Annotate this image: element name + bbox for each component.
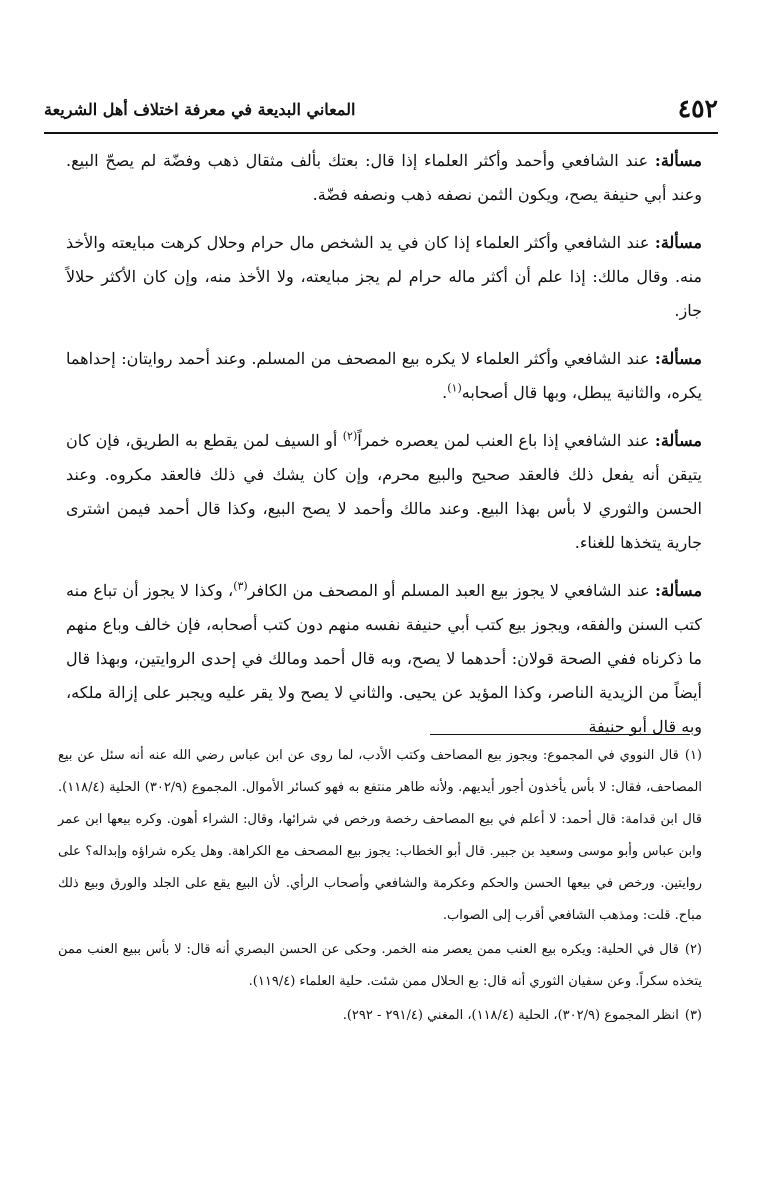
issue-label: مسألة:: [654, 233, 702, 252]
main-text: [66, 144, 702, 758]
footnote-text: قال النووي في المجموع: ويجوز بيع المصاحف وكتب الأدب، لما روى عن ابن عباس رضي الله عنه أنه سئل عن بيع المصاحف، فقال: لا بأس يأخذون أجور أيديهم. ولأنه طاهر منتفع به فهو كسائر الأموال. المجموع (٣٠٢/٩) الحلية (١١٨/٤). قال ابن قدامة: قال أحمد: لا أعلم في بيع المصاحف رخصة ورخص في شرائها، وقال: الشراء أهون. وكره بيعها ابن عمر وابن عباس وأبو موسى وسعيد بن جبير. قال أبو الخطاب: يجوز بيع المصحف مع الكراهة. وهل يكره شراؤه وإبداله؟ على روايتين. ورخص في بيعها الحسن والحكم وعكرمة والشافعي وأصحاب الرأي. لأن البيع يقع على الجلد والورق وبيع ذلك مباح. قلت: ومذهب الشافعي أقرب إلى الصواب.: [58, 748, 703, 923]
footnote-number: (٣): [684, 1008, 702, 1023]
footnote-text: انظر المجموع (٣٠٢/٩)، الحلية (١١٨/٤)، المغني (٢٩١/٤ - ٢٩٢).: [342, 1008, 679, 1023]
footnote-text: قال في الحلية: ويكره بيع العنب ممن يعصر منه الخمر. وحكى عن الحسن البصري أنه قال: لا بأس ببيع العنب ممن يتخذه سكراً. وعن سفيان الثوري أنه قال: بع الحلال ممن شئت. حلية العلماء (١١٩/٤).: [58, 942, 702, 989]
issue-label: مسألة:: [654, 151, 702, 170]
footnote-number: (٢): [684, 942, 702, 957]
paragraph: [66, 574, 702, 744]
paragraph-text: عند الشافعي لا يجوز بيع العبد المسلم أو المصحف من الكافر: [247, 581, 655, 600]
footnote-divider: [430, 734, 690, 735]
paragraph-text: عند الشافعي وأكثر العلماء لا يكره بيع المصحف من المسلم. وعند أحمد روايتان: إحداهما يكره، والثانية يبطل، وبها قال أصحابه: [66, 349, 702, 402]
footnotes: [58, 740, 702, 1034]
issue-label: مسألة:: [654, 581, 703, 600]
paragraph: [66, 144, 702, 212]
footnote-reference: (٣): [233, 579, 248, 593]
running-title: المعاني البديعة في معرفة اختلاف أهل الشريعة: [44, 100, 356, 119]
footnote-number: (١): [684, 748, 702, 763]
page-header: [44, 92, 718, 134]
paragraph-text-end: ، وكذا لا يجوز أن تباع منه كتب السنن والفقه، ويجوز بيع كتب أبي حنيفة نفسه منهم دون كتب أصحابه، فإن خالف وباع منهم ما ذكرناه ففي الصحة قولان: أحدهما لا يصح، وبه قال أحمد ومالك في إحدى الروايتين، وبهذا قال أيضاً من الزيدية الناصر، وكذا المؤيد عن يحيى. والثاني لا يصح ولا يقر عليه ويجبر على إزالة ملكه، وبه قال أبو حنيفة: [66, 581, 702, 736]
footnote: [58, 1000, 702, 1032]
paragraph: [66, 424, 702, 560]
footnote: [58, 934, 702, 998]
paragraph: [66, 342, 702, 410]
issue-label: مسألة:: [654, 431, 702, 450]
paragraph-text: عند الشافعي وأكثر العلماء إذا كان في يد الشخص مال حرام وحلال كرهت مبايعته والأخذ منه. وقال مالك: إذا علم أن أكثر ماله حرام لم يجز مبايعته، ولا الأخذ منه، وإن كان الأكثر حلالاً جاز.: [66, 233, 702, 320]
footnote-reference: (١): [447, 381, 462, 395]
page-number: ٤٥٢: [677, 94, 718, 123]
paragraph-text: عند الشافعي إذا باع العنب لمن يعصره خمراً: [357, 431, 655, 450]
paragraph-text: عند الشافعي وأحمد وأكثر العلماء إذا قال: بعتك بألف مثقال ذهب وفضّة لم يصحّ البيع. وعند أبي حنيفة يصح، ويكون الثمن نصفه ذهب ونصفه فضّة.: [66, 151, 702, 204]
footnote-reference: (٢): [342, 429, 358, 443]
footnote: [58, 740, 702, 932]
paragraph: [66, 226, 702, 328]
paragraph-text-end: .: [442, 383, 448, 402]
paragraph-text-end: أو السيف لمن يقطع به الطريق، فإن كان يتيقن أنه يفعل ذلك فالعقد صحيح والبيع محرم، وإن كان يشك في ذلك فالعقد مكروه. وعند الحسن والثوري لا بأس بهذا البيع. وعند مالك وأحمد لا يصح البيع، وكذا قال أحمد فيمن اشترى جارية يتخذها للغناء.: [66, 431, 703, 552]
issue-label: مسألة:: [654, 349, 702, 368]
